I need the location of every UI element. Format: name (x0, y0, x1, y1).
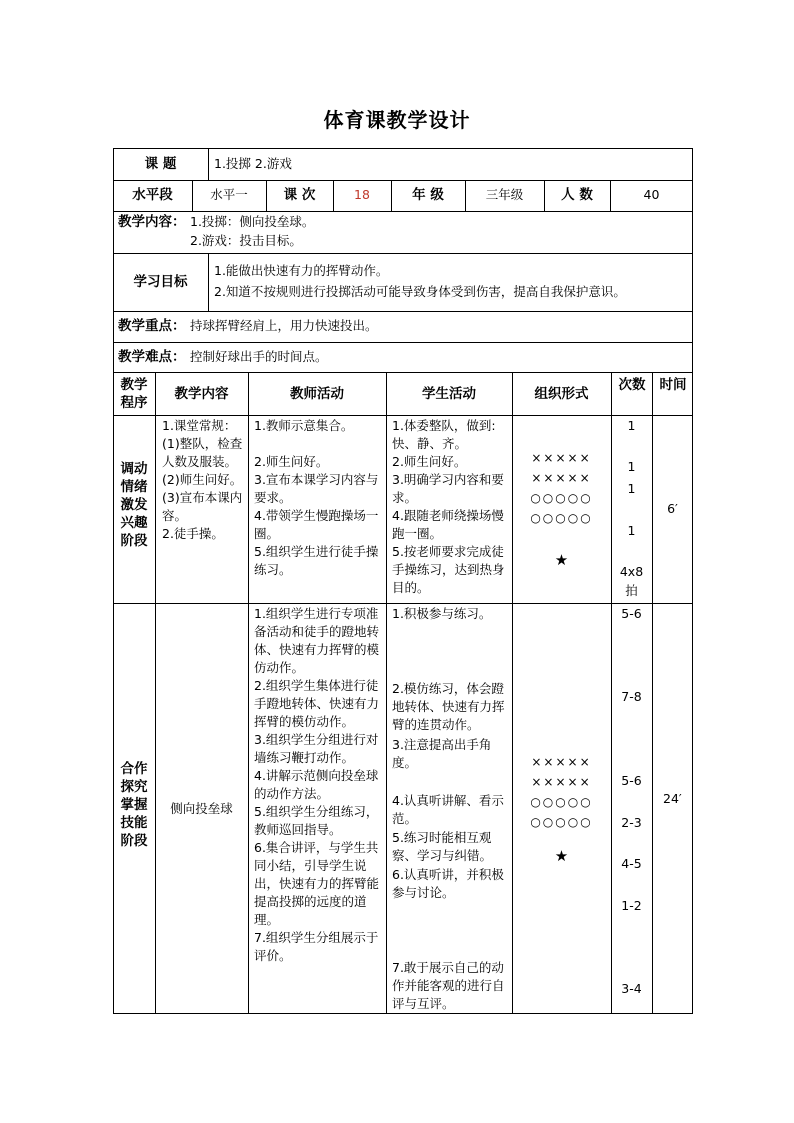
teacher-activities (254, 417, 382, 579)
teacher-star-icon: ★ (554, 551, 569, 569)
formation-row: ××××× (531, 755, 592, 769)
col-header-teacher: 教师活动 (290, 386, 344, 402)
formation-diagram (512, 752, 611, 832)
col-divider (155, 372, 156, 1014)
times-value: 1-2 (621, 898, 642, 913)
formation-row: ○○○○○ (530, 795, 593, 809)
grade-label: 年 级 (412, 187, 444, 203)
col-header-procedure: 教学程序 (120, 377, 148, 411)
col-divider (208, 253, 209, 311)
count-label: 人 数 (561, 187, 593, 203)
student-step: 7.敢于展示自己的动作并能客观的进行自评与互评。 (392, 960, 505, 1011)
level-value: 水平一 (210, 187, 248, 202)
goal-line: 2.知道不按规则进行投掷活动可能导致身体受到伤害，提高自我保护意识。 (214, 284, 626, 299)
goals-label: 学习目标 (133, 274, 188, 290)
times-value: 1 (627, 523, 636, 538)
times-value: 7-8 (621, 689, 642, 704)
teacher-step: 5.组织学生进行徒手操练习。 (254, 544, 379, 577)
teacher-activities: 1.组织学生进行专项准备活动和徒手的蹬地转体、快速有力挥臂的模仿动作。 2.组织学生集体进行徒手蹬地转体、快速有力挥臂的模仿动作。 3.组织学生分组进行对墙练习鞭打动作。 4.讲解示范侧向投垒球的动作方法。 5.组织学生分组练习，教师巡回指导。 6.集合讲评，与学生共同小结，引导学生说出，快速有力的挥臂能提高投掷的远度的道理。 7.组织学生分组展示于评价。 (254, 606, 380, 963)
row-divider (113, 342, 693, 343)
session-value: 18 (354, 187, 370, 202)
times-value: 拍 (625, 583, 638, 598)
formation-row: ××××× (531, 775, 592, 789)
student-step: 3.注意提高出手角度。 (392, 737, 492, 770)
content-line: 2.游戏：投击目标。 (190, 233, 302, 248)
teacher-step: 2.师生问好。 (254, 454, 329, 469)
row-divider (113, 603, 693, 604)
student-step: 6.认真听讲，并积极参与讨论。 (392, 867, 504, 900)
teacher-step: 1.教师示意集合。 (254, 418, 354, 433)
content-label: 教学内容： (118, 214, 186, 230)
col-divider (386, 372, 387, 1014)
col-header-org: 组织形式 (534, 386, 589, 402)
formation-row: ○○○○○ (530, 815, 593, 829)
col-header-time: 时间 (659, 377, 687, 393)
row-divider (113, 311, 693, 312)
stage-content: 1.课堂常规： (1)整队，检查人数及服装。 (2)师生问好。 (3)宣布本课内容。 2.徒手操。 (162, 418, 243, 541)
teacher-step: 4.带领学生慢跑操场一圈。 (254, 508, 379, 541)
document-title: 体育课教学设计 (323, 108, 471, 132)
times-value: 4-5 (621, 856, 642, 871)
topic-value: 1.投掷 2.游戏 (214, 156, 292, 171)
times-value: 5-6 (621, 606, 642, 621)
difficulty-text: 控制好球出手的时间点。 (190, 349, 328, 364)
student-step: 5.练习时能相互观察、学习与纠错。 (392, 830, 493, 863)
stage-name: 调动情绪激发兴趣阶段 (120, 461, 148, 549)
content-line: 1.投掷：侧向投垒球。 (190, 214, 315, 229)
time-value: 6′ (667, 501, 678, 516)
goal-line: 1.能做出快速有力的挥臂动作。 (214, 263, 389, 278)
stage-name: 合作探究掌握技能阶段 (120, 761, 148, 849)
time-value: 24′ (663, 791, 682, 806)
col-header-times: 次数 (618, 377, 646, 393)
key-point-text: 持球挥臂经肩上，用力快速投出。 (190, 318, 378, 333)
row-divider (113, 253, 693, 254)
stage-content: 侧向投垒球 (170, 801, 233, 816)
student-step: 1.积极参与练习。 (392, 606, 492, 621)
times-value: 4x8 (619, 564, 644, 579)
formation-row: ○○○○○ (530, 511, 593, 525)
times-value: 2-3 (621, 815, 642, 830)
row-divider (113, 372, 693, 373)
session-label: 课 次 (283, 187, 316, 203)
level-label: 水平段 (132, 187, 173, 203)
col-divider (652, 372, 653, 1014)
row-divider (113, 415, 693, 416)
student-activities: 1.体委整队，做到:快、静、齐。 2.师生问好。 3.明确学习内容和要求。 4.跟随老师绕操场慢跑一圈。 5.按老师要求完成徒手操练习，达到热身目的。 (392, 418, 505, 595)
times-value: 5-6 (621, 773, 642, 788)
col-header-student: 学生活动 (422, 386, 476, 402)
row-divider (113, 211, 693, 212)
student-step: 2.模仿练习，体会蹬地转体、快速有力挥臂的连贯动作。 (392, 681, 505, 732)
grade-value: 三年级 (485, 187, 524, 202)
times-value: 1 (627, 459, 636, 474)
col-header-content: 教学内容 (174, 386, 229, 402)
formation-row: ○○○○○ (530, 491, 593, 505)
count-value: 40 (643, 187, 660, 202)
times-value: 3-4 (621, 981, 642, 996)
student-step: 4.认真听讲解、看示范。 (392, 793, 504, 826)
times-value: 1 (627, 481, 636, 496)
difficulty-label: 教学难点： (118, 349, 186, 365)
topic-label: 课 题 (144, 156, 177, 172)
key-point-label: 教学重点： (118, 318, 186, 334)
col-divider (248, 372, 249, 1014)
formation-diagram (512, 448, 611, 528)
formation-row: ××××× (531, 451, 592, 465)
times-value: 1 (627, 418, 636, 433)
teacher-step: 3.宣布本课学习内容与要求。 (254, 472, 379, 505)
row-divider (113, 180, 693, 181)
teacher-star-icon: ★ (554, 847, 569, 865)
col-divider (208, 148, 209, 180)
formation-row: ××××× (531, 471, 592, 485)
spacer (254, 435, 382, 453)
